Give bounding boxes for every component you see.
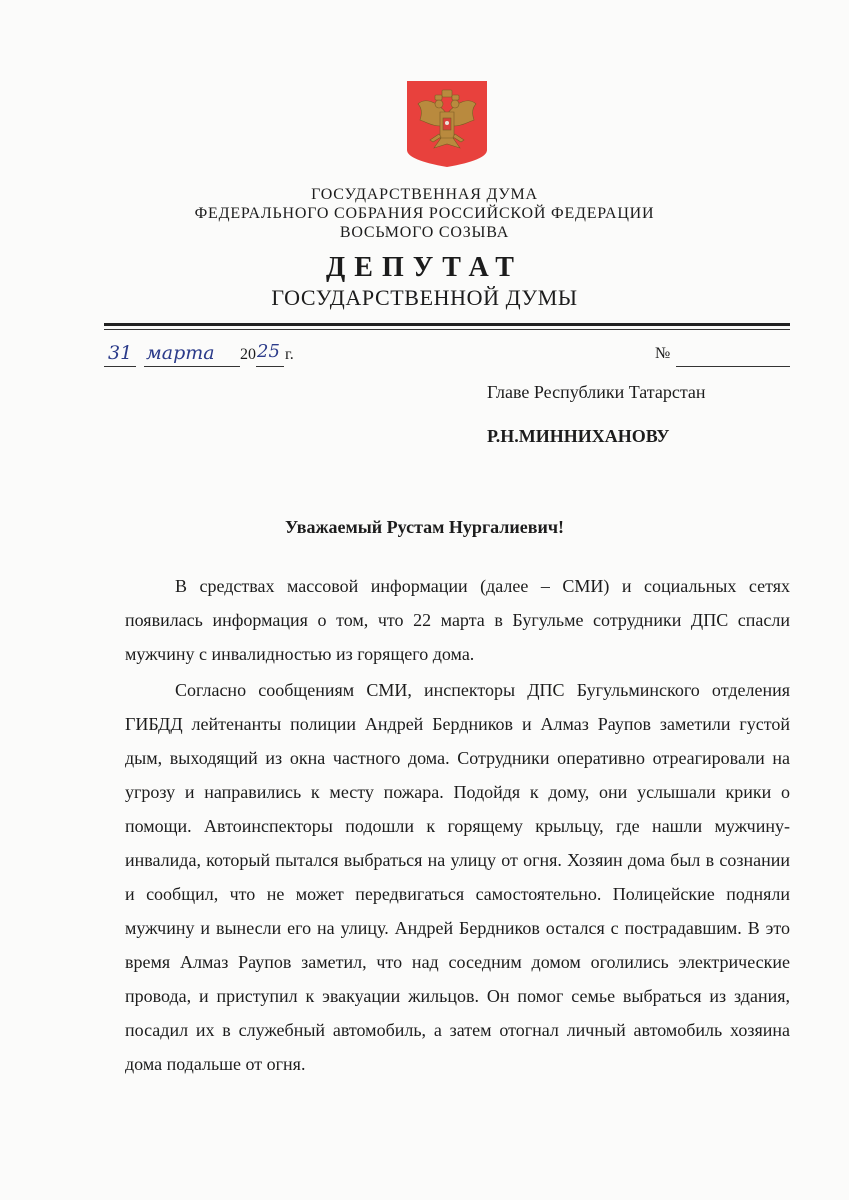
header-divider-thick [104,323,790,326]
body-paragraph-2: Согласно сообщениям СМИ, инспекторы ДПС Бугульминского отделения ГИБДД лейтенанты полиции Андрей Бердников и Алмаз Раупов заметили густой дым, выходящий из окна частного дома. Сотрудники оперативно отреагировали на угрозу и направились к месту пожара. Подойдя к дому, они услышали крики о помощи. Автоинспекторы подошли к горящему крыльцу, где нашли мужчину-инвалида, который пытался выбраться на улицу от огня. Хозяин дома был в сознании и сообщил, что не может передвигаться самостоятельно. Полицейские подняли мужчину и вынесли его на улицу. Андрей Бердников остался с пострадавшим. В это время Алмаз Раупов заметил, что над соседним домом оголились электрические провода, и приступил к эвакуации жильцов. Он помог семье выбраться из здания, посадил их в служебный автомобиль, а затем отогнал личный автомобиль хозяина дома подальше от огня. [125,680,790,1074]
russian-coat-of-arms-icon [406,80,488,168]
date-day: 31 [108,342,133,364]
letterhead-title: ДЕПУТАТ [326,252,523,283]
date-day-underline [104,366,136,367]
addressee-position: Главе Республики Татарстан [487,382,706,402]
header-divider-thin [104,329,790,330]
date-year-handwritten: 25 [257,341,280,362]
date-year-underline [256,366,284,367]
letterhead-line-2: ФЕДЕРАЛЬНОГО СОБРАНИЯ РОССИЙСКОЙ ФЕДЕРАЦИИ [194,205,655,222]
letter-date [104,341,324,369]
letterhead-line-3: ВОСЬМОГО СОЗЫВА [339,224,510,241]
outgoing-number-blank [676,366,790,367]
addressee-name: Р.Н.МИННИХАНОВУ [487,426,670,446]
date-year-printed: 20 [240,346,256,363]
salutation: Уважаемый Рустам Нургалиевич! [285,517,564,537]
outgoing-number-label: № [655,345,671,362]
letter-body [125,569,790,1081]
date-month: марта [146,342,215,364]
date-month-underline [144,366,240,367]
date-suffix: г. [285,346,294,363]
letterhead-subtitle: ГОСУДАРСТВЕННОЙ ДУМЫ [271,285,578,310]
body-paragraph-1: В средствах массовой информации (далее – СМИ) и социальных сетях появилась информация о том, что 22 марта в Бугульме сотрудники ДПС спасли мужчину с инвалидностью из горящего дома. [125,576,790,664]
letterhead-line-1: ГОСУДАРСТВЕННАЯ ДУМА [311,186,538,203]
